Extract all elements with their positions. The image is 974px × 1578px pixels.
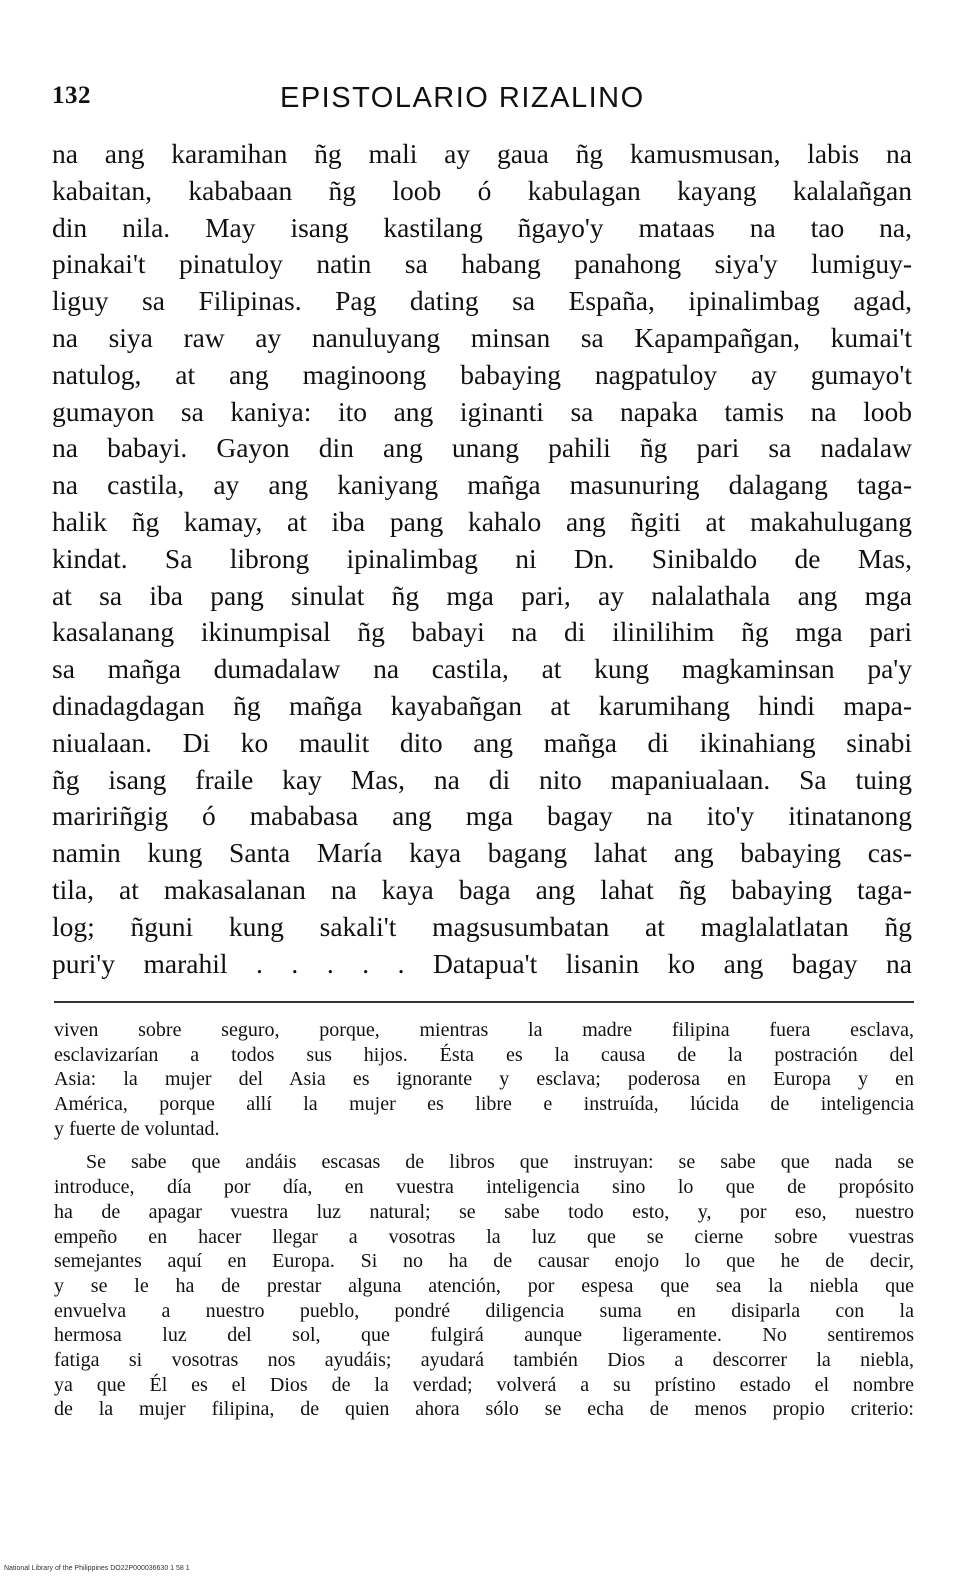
book-title: EPISTOLARIO RIZALINO	[280, 82, 645, 114]
note-line: Se sabe que andáis escasas de libros que instruyan: se sabe que nada se	[86, 1151, 914, 1174]
text-line: na ang karamihan ñg mali ay gaua ñg kamusmusan, labis na	[52, 138, 912, 169]
note-line: esclavizarían a todos sus hijos. Ésta es la causa de la postración del	[54, 1043, 914, 1066]
text-line: tila, at makasalanan na kaya baga ang lahat ñg babaying taga-	[52, 873, 912, 905]
text-line: pinakai't pinatuloy natin sa habang panahong siya'y lumiguy-	[52, 248, 912, 280]
note-line: fatiga si vosotras nos ayudáis; ayudará también Dios a descorrer la niebla,	[54, 1348, 914, 1371]
text-line: kasalanang ikinumpisal ñg babayi na di ilinilihim ñg mga pari	[52, 616, 912, 648]
text-line: puri'y marahil . . . . . Datapua't lisanin ko ang bagay na	[52, 947, 912, 979]
text-line: sa mañga dumadalaw na castila, at kung magkaminsan pa'y	[52, 653, 912, 685]
note-line: América, porque allí la mujer es libre e instruída, lúcida de inteligencia	[54, 1093, 914, 1116]
text-line: na castila, ay ang kaniyang mañga masunuring dalagang taga-	[52, 469, 912, 501]
text-line: din nila. May isang kastilang ñgayo'y mataas na tao na,	[52, 211, 912, 243]
text-line: halik ñg kamay, at iba pang kahalo ang ñgiti at makahulugang	[52, 505, 912, 537]
scan-identifier: National Library of the Philippines DO22P000036630 1 58 1	[4, 1565, 190, 1572]
text-line: kabaitan, kababaan ñg loob ó kabulagan kayang kalalañgan	[52, 174, 912, 206]
text-line: natulog, at ang maginoong babaying nagpatuloy ay gumayo't	[52, 358, 912, 390]
text-line: log; ñguni kung sakali't magsusumbatan at maglalatlatan ñg	[52, 910, 912, 942]
text-line: liguy sa Filipinas. Pag dating sa España, ipinalimbag agad,	[52, 285, 912, 317]
text-line: namin kung Santa María kaya bagang lahat ang babaying cas-	[52, 837, 912, 869]
text-line: ñg isang fraile kay Mas, na di nito mapaniualaan. Sa tuing	[52, 763, 912, 795]
running-head	[52, 78, 916, 118]
note-line: ha de apagar vuestra luz natural; se sabe todo esto, y, por eso, nuestro	[54, 1200, 914, 1223]
footnote-text	[54, 1018, 914, 1422]
text-line: at sa iba pang sinulat ñg mga pari, ay nalalathala ang mga	[52, 579, 912, 611]
note-line: introduce, día por día, en vuestra inteligencia sino lo que de propósito	[54, 1176, 914, 1199]
text-line: na babayi. Gayon din ang unang pahili ñg pari sa nadalaw	[52, 432, 912, 464]
footnote-divider	[54, 1001, 914, 1003]
note-line: ya que Él es el Dios de la verdad; volverá a su prístino estado el nombre	[54, 1373, 914, 1396]
note-line: semejantes aquí en Europa. Si no ha de causar enojo lo que he de decir,	[54, 1250, 914, 1273]
note-line: y se le ha de prestar alguna atención, por espesa que sea la niebla que	[54, 1274, 914, 1297]
note-line: hermosa luz del sol, que fulgirá aunque ligeramente. No sentiremos	[54, 1324, 914, 1347]
text-line: maririñgig ó mababasa ang mga bagay na ito'y itinatanong	[52, 800, 912, 832]
note-line: viven sobre seguro, porque, mientras la madre filipina fuera esclava,	[54, 1019, 914, 1041]
main-text	[52, 136, 912, 982]
note-line: y fuerte de voluntad.	[54, 1117, 220, 1140]
note-line: Asia: la mujer del Asia es ignorante y esclava; poderosa en Europa y en	[54, 1068, 914, 1091]
text-line: niualaan. Di ko maulit dito ang mañga di ikinahiang sinabi	[52, 726, 912, 758]
text-line: dinadagdagan ñg mañga kayabañgan at karumihang hindi mapa-	[52, 689, 912, 721]
note-line: empeño en hacer llegar a vosotras la luz que se cierne sobre vuestras	[54, 1225, 914, 1248]
note-line: de la mujer filipina, de quien ahora sólo se echa de menos propio criterio:	[54, 1398, 914, 1421]
page-number: 132	[52, 82, 91, 109]
text-line: gumayon sa kaniya: ito ang iginanti sa napaka tamis na loob	[52, 395, 912, 427]
text-line: na siya raw ay nanuluyang minsan sa Kapampañgan, kumai't	[52, 321, 912, 353]
text-line: kindat. Sa librong ipinalimbag ni Dn. Sinibaldo de Mas,	[52, 542, 912, 574]
note-line: envuelva a nuestro pueblo, pondré diligencia suma en disiparla con la	[54, 1299, 914, 1322]
